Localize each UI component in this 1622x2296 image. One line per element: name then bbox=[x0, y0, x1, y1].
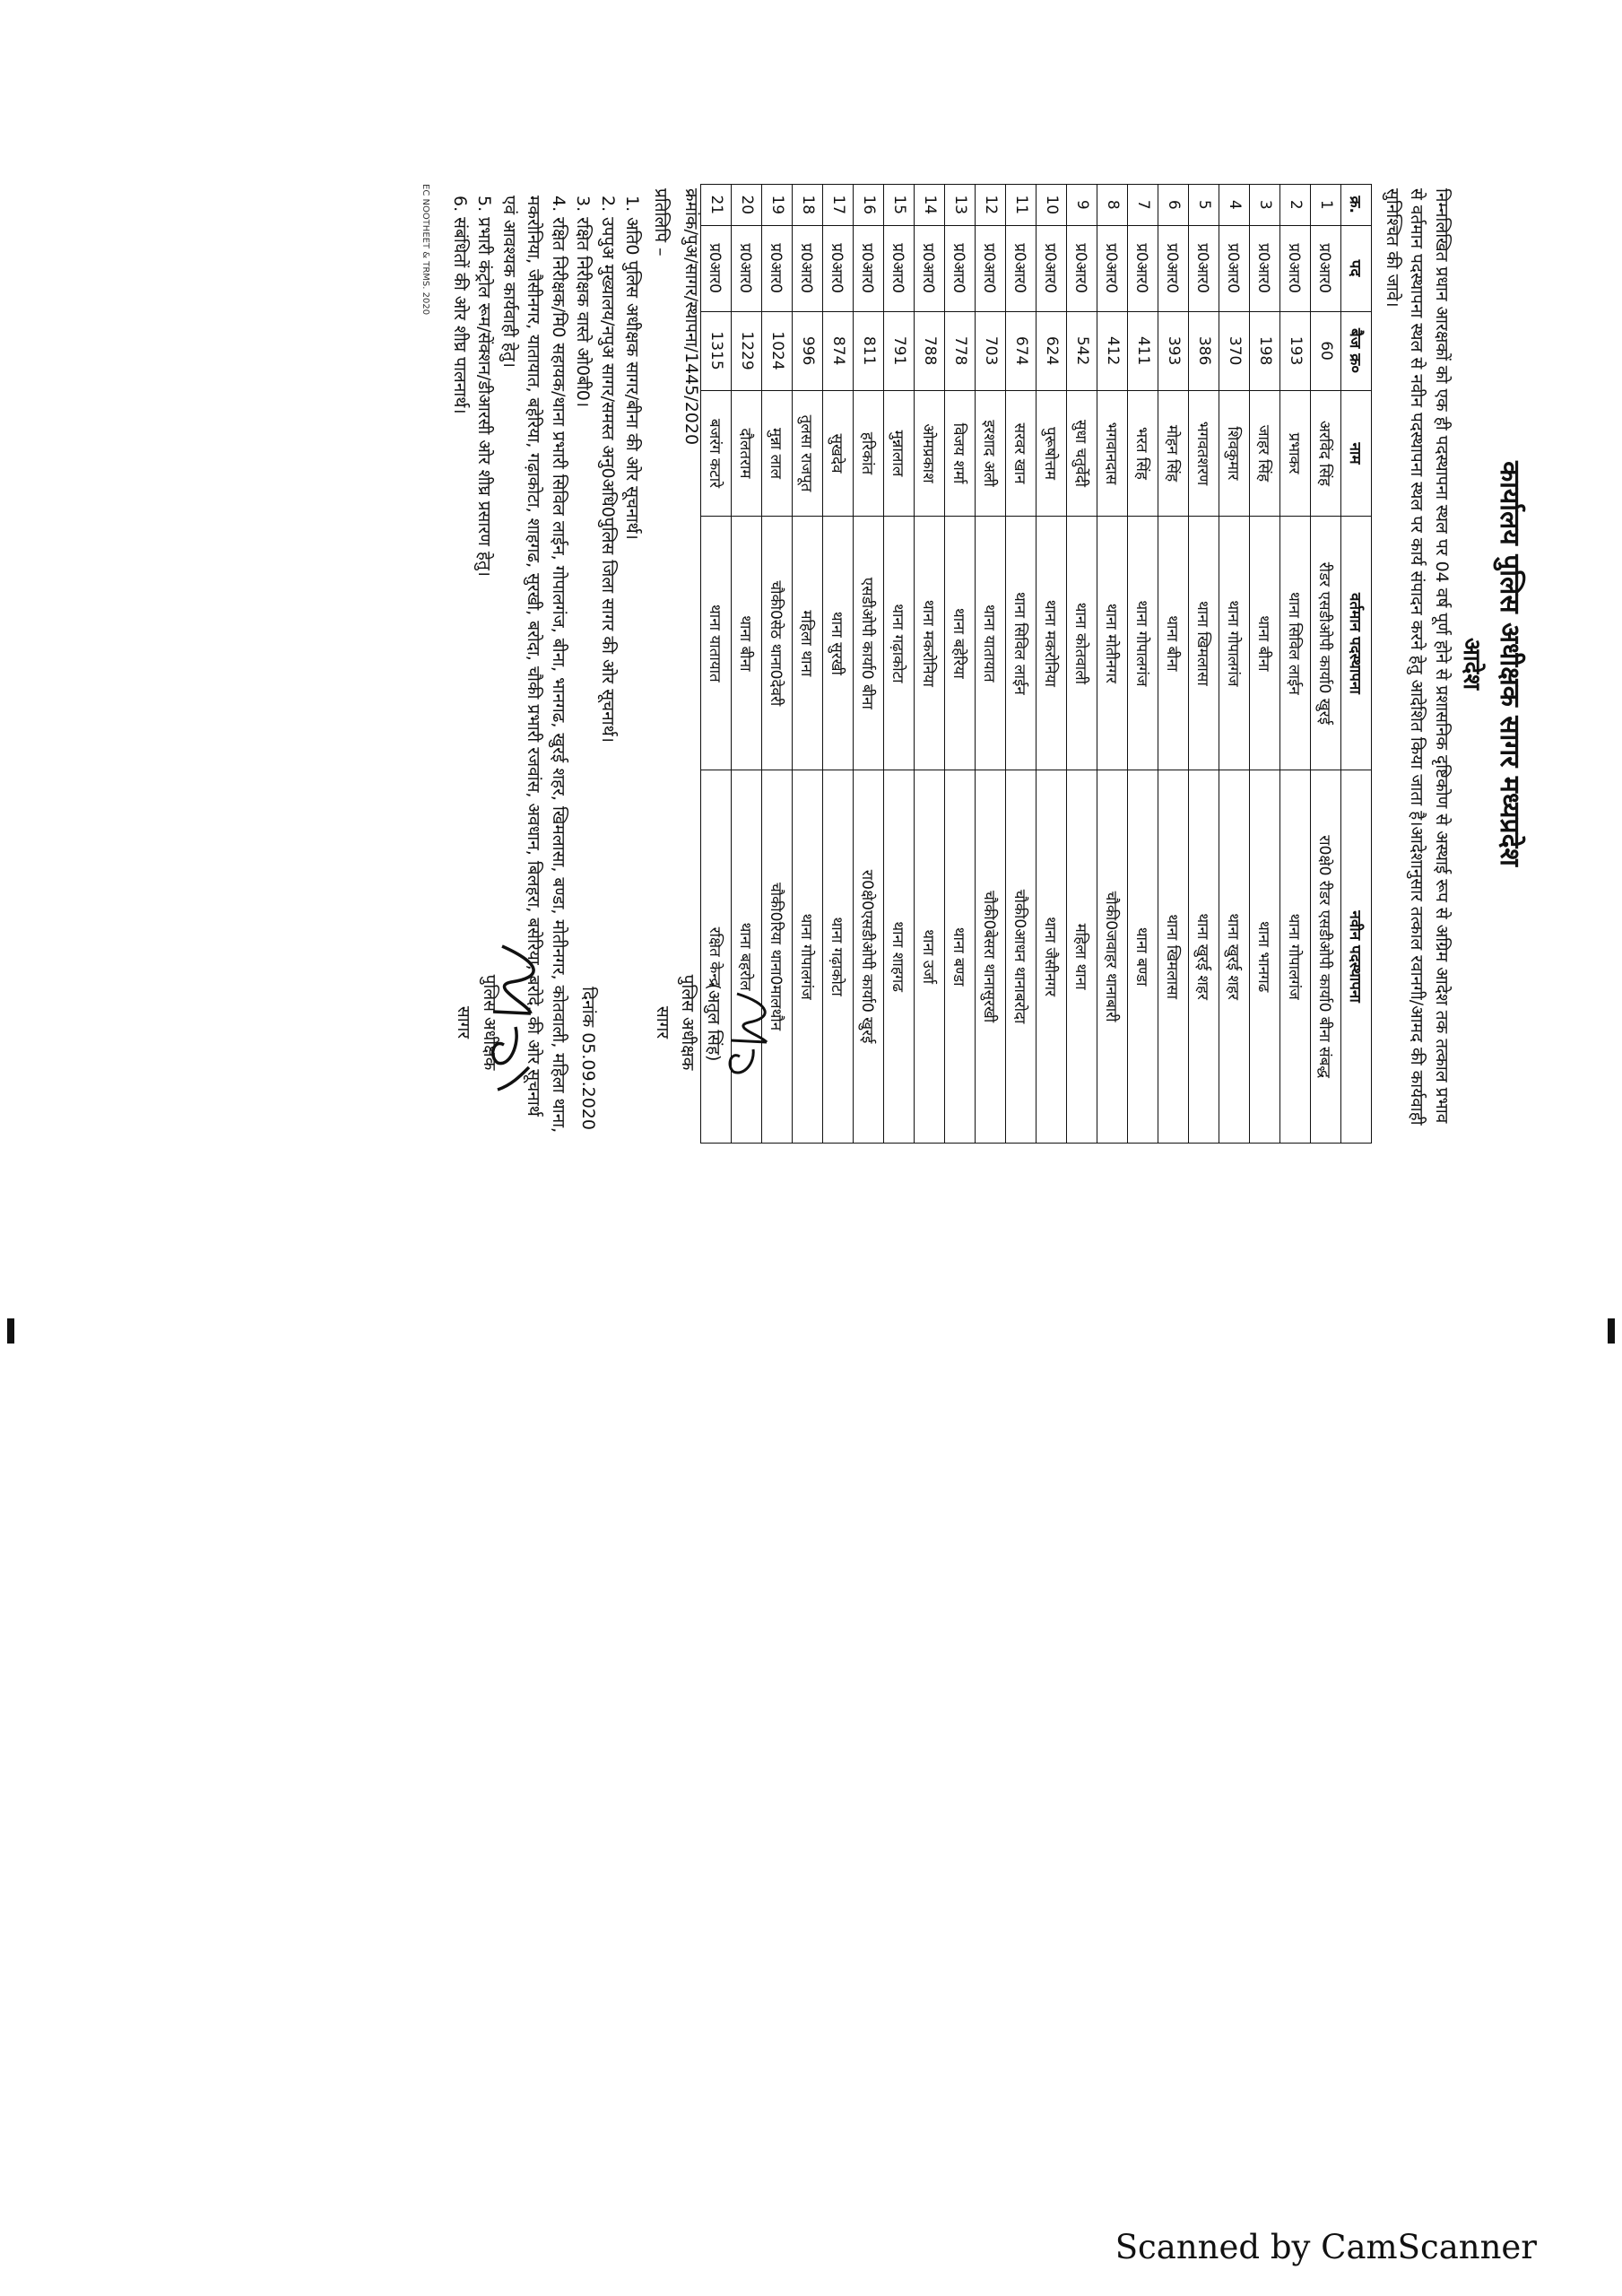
table-cell: दौलतराम bbox=[732, 390, 762, 517]
table-cell: मोहन सिंह bbox=[1158, 390, 1189, 517]
table-cell: 788 bbox=[915, 311, 945, 390]
table-cell: 811 bbox=[854, 311, 884, 390]
table-cell: थाना मकरोनिया bbox=[1037, 517, 1067, 770]
table-cell: थाना खुरई शहर bbox=[1219, 770, 1250, 1144]
table-cell: 542 bbox=[1067, 311, 1097, 390]
table-cell: पुरूषोत्तम bbox=[1037, 390, 1067, 517]
table-cell: प्र0आर0 bbox=[1037, 225, 1067, 311]
order-number: क्रमांक/पुअ/सागर/स्थापना/1445/2020 bbox=[681, 188, 701, 446]
table-cell: 1229 bbox=[732, 311, 762, 390]
table-cell: 6 bbox=[1158, 185, 1189, 226]
scanner-watermark: Scanned by CamScanner bbox=[1115, 2228, 1537, 2266]
table-cell: चौकी0रिया थाना0मालथौन bbox=[762, 770, 793, 1144]
table-cell: 2 bbox=[1280, 185, 1311, 226]
table-cell: 7 bbox=[1128, 185, 1158, 226]
table-cell: 674 bbox=[1006, 311, 1037, 390]
table-header-row bbox=[1341, 185, 1372, 1144]
table-cell: हरिकांत bbox=[854, 390, 884, 517]
table-cell: 5 bbox=[1189, 185, 1219, 226]
table-cell: 874 bbox=[823, 311, 854, 390]
table-row bbox=[1189, 185, 1219, 1144]
table-cell: प्र0आर0 bbox=[823, 225, 854, 311]
table-cell: 8 bbox=[1097, 185, 1128, 226]
copy-item: 6. संबंधितों की ओर शीघ्र पालनार्थ। bbox=[449, 196, 470, 414]
table-cell: 791 bbox=[884, 311, 915, 390]
table-cell: मुन्ना लाल bbox=[762, 390, 793, 517]
table-cell: थाना सुरखी bbox=[823, 517, 854, 770]
crop-mark-left bbox=[7, 1318, 14, 1344]
table-cell: 12 bbox=[976, 185, 1006, 226]
table-cell: 412 bbox=[1097, 311, 1128, 390]
table-cell: 624 bbox=[1037, 311, 1067, 390]
table-cell: चौकी0बेसरा थानासुरखी bbox=[976, 770, 1006, 1144]
table-cell: प्रभाकर bbox=[1280, 390, 1311, 517]
table-cell: 16 bbox=[854, 185, 884, 226]
table-cell: 15 bbox=[884, 185, 915, 226]
signatory-1-name: (अतुल सिंह) bbox=[704, 983, 724, 1062]
table-cell: थाना खिमलासा bbox=[1189, 517, 1219, 770]
table-row bbox=[1250, 185, 1280, 1144]
table-cell: भरत सिंह bbox=[1128, 390, 1158, 517]
table-cell: चौकी0आधन थानाबरोदा bbox=[1006, 770, 1037, 1144]
table-cell: 411 bbox=[1128, 311, 1158, 390]
table-cell: रीडर एसडीओपी कार्या0 खुरई bbox=[1311, 517, 1341, 770]
table-cell: थाना उर्जा bbox=[915, 770, 945, 1144]
table-cell: रक्षित केन्द्र bbox=[701, 770, 732, 1144]
footer-print: EC NOOTHEET & TRMS. 2020 bbox=[421, 184, 430, 316]
table-cell: प्र0आर0 bbox=[1158, 225, 1189, 311]
table-cell: थाना बीना bbox=[732, 517, 762, 770]
table-cell: थाना सिविल लाईन bbox=[1280, 517, 1311, 770]
copy-item: 4. रक्षित निरीक्षक/मि0 सहायक/थाना प्रभारी सिविल लाईन, गोपालगंज, बीना, भानगढ, खुरई शहर, खिमलासा, बण्डा, मोतीनगर, कोतवाली, महिला थाना, मकरोनिया, जैसीनगर, यातायात, बहेरिया, गढ़ाकोटा, शाहगढ, सुरखी, बरोदा, चौकी प्रभारी रजवांस, अवधान, बिलहरा, बसेरिया, बरोदे, की ओर सूचनार्थ एवं आवश्यक कार्यवाही हेतु। bbox=[499, 196, 568, 1134]
table-cell: 1 bbox=[1311, 185, 1341, 226]
table-cell: तुलसा राजपूत bbox=[793, 390, 823, 517]
table-row bbox=[1037, 185, 1067, 1144]
copy-item: 5. प्रभारी कंट्रोल रूम/सेंक्शन/डीआरसी ओर शीघ्र प्रसारण हेतु। bbox=[474, 196, 495, 577]
table-cell: शिवकुमार bbox=[1219, 390, 1250, 517]
table-cell: प्र0आर0 bbox=[1280, 225, 1311, 311]
table-cell: 60 bbox=[1311, 311, 1341, 390]
table-cell: प्र0आर0 bbox=[1097, 225, 1128, 311]
table-header-cell: वर्तमान पदस्थापना bbox=[1341, 517, 1372, 770]
table-header-cell: पद bbox=[1341, 225, 1372, 311]
table-cell: प्र0आर0 bbox=[793, 225, 823, 311]
intro-paragraph: निम्नलिखित प्रधान आरक्षकों को एक ही पदस्थापना स्थल पर 04 वर्ष पूर्ण होने से प्रशासनिक दृष्टिकोण से अस्थाई रूप से अग्रिम आदेश तक तत्काल प्रभाव से वर्तमान पदस्थापना स्थल से नवीन पदस्थापना स्थल पर कार्य संपादन करने हेतु आदेशित किया जाता है।आदेशानुसार तत्काल रवानगी/आमद की कार्यवाही सुनिश्चित की जावे। bbox=[1382, 188, 1452, 1126]
table-cell: बजरंग कटारे bbox=[701, 390, 732, 517]
signature-block-2 bbox=[451, 915, 502, 1130]
table-cell: 4 bbox=[1219, 185, 1250, 226]
table-cell: प्र0आर0 bbox=[1189, 225, 1219, 311]
table-cell: थाना गोपालगंज bbox=[1219, 517, 1250, 770]
table-row bbox=[1067, 185, 1097, 1144]
copy-item: 1. अति0 पुलिस अधीक्षक सागर/बीना की ओर सूचनार्थ। bbox=[622, 196, 643, 540]
table-cell: 10 bbox=[1037, 185, 1067, 226]
table-cell: थाना बहरोल bbox=[732, 770, 762, 1144]
copies-title: प्रतिलिपि – bbox=[651, 188, 671, 257]
table-cell: थाना गोपालगंज bbox=[793, 770, 823, 1144]
order-title: आदेश bbox=[1458, 637, 1485, 691]
table-cell: महिला थाना bbox=[793, 517, 823, 770]
table-cell: थाना खिमलासा bbox=[1158, 770, 1189, 1144]
signatory-1-designation: पुलिस अधीक्षक bbox=[678, 974, 698, 1071]
table-cell: 21 bbox=[701, 185, 732, 226]
table-cell: थाना खुरई शहर bbox=[1189, 770, 1219, 1144]
table-cell: प्र0आर0 bbox=[884, 225, 915, 311]
table-row bbox=[1280, 185, 1311, 1144]
table-cell: ओमप्रकाश bbox=[915, 390, 945, 517]
table-cell: थाना मकरोनिया bbox=[915, 517, 945, 770]
table-cell: चौकी0जवाहर थानाबारी bbox=[1097, 770, 1128, 1144]
table-cell: थाना शाहगढ bbox=[884, 770, 915, 1144]
table-cell: थाना भानगढ bbox=[1250, 770, 1280, 1144]
table-cell: महिला थाना bbox=[1067, 770, 1097, 1144]
table-cell: थाना गोपालगंज bbox=[1280, 770, 1311, 1144]
table-cell: प्र0आर0 bbox=[701, 225, 732, 311]
table-cell: मुन्नालाल bbox=[884, 390, 915, 517]
table-cell: एसडीओपी कार्या0 बीना bbox=[854, 517, 884, 770]
signatory-2-designation: पुलिस अधीक्षक bbox=[480, 974, 499, 1071]
table-row bbox=[854, 185, 884, 1144]
table-cell: थाना यातायात bbox=[976, 517, 1006, 770]
signature-1-icon bbox=[722, 987, 780, 1085]
table-cell: थाना बीना bbox=[1158, 517, 1189, 770]
table-cell: प्र0आर0 bbox=[1006, 225, 1037, 311]
table-header-cell: बैज क्र० bbox=[1341, 311, 1372, 390]
table-cell: थाना बहेरिया bbox=[945, 517, 976, 770]
table-cell: भगवतशरण bbox=[1189, 390, 1219, 517]
table-row bbox=[1128, 185, 1158, 1144]
table-cell: थाना मोतीनगर bbox=[1097, 517, 1128, 770]
table-row bbox=[945, 185, 976, 1144]
crop-mark-right bbox=[1608, 1318, 1615, 1344]
table-cell: 778 bbox=[945, 311, 976, 390]
table-cell: 18 bbox=[793, 185, 823, 226]
table-cell: 3 bbox=[1250, 185, 1280, 226]
table-cell: 193 bbox=[1280, 311, 1311, 390]
table-cell: भगवानदास bbox=[1097, 390, 1128, 517]
table-row bbox=[1311, 185, 1341, 1144]
table-cell: प्र0आर0 bbox=[976, 225, 1006, 311]
table-cell: विजय शर्मा bbox=[945, 390, 976, 517]
table-cell: रा0क्षे0 रीडर एसडीओपी कार्या0 बीना संबद्ध bbox=[1311, 770, 1341, 1144]
table-cell: प्र0आर0 bbox=[1311, 225, 1341, 311]
table-cell: सुखदेव bbox=[823, 390, 854, 517]
table-header-cell: नाम bbox=[1341, 390, 1372, 517]
table-row bbox=[793, 185, 823, 1144]
table-body bbox=[701, 185, 1341, 1144]
table-cell: 386 bbox=[1189, 311, 1219, 390]
table-cell: थाना कोतवाली bbox=[1067, 517, 1097, 770]
table-cell: प्र0आर0 bbox=[1219, 225, 1250, 311]
table-cell: प्र0आर0 bbox=[732, 225, 762, 311]
table-cell: 703 bbox=[976, 311, 1006, 390]
table-cell: 14 bbox=[915, 185, 945, 226]
table-cell: जाहर सिंह bbox=[1250, 390, 1280, 517]
table-row bbox=[915, 185, 945, 1144]
table-row bbox=[976, 185, 1006, 1144]
signatory-2-place: सागर bbox=[454, 1005, 474, 1039]
table-cell: 198 bbox=[1250, 311, 1280, 390]
table-cell: थाना बण्डा bbox=[1128, 770, 1158, 1144]
table-cell: 19 bbox=[762, 185, 793, 226]
table-cell: प्र0आर0 bbox=[762, 225, 793, 311]
table-header-cell: नवीन पदस्थापना bbox=[1341, 770, 1372, 1144]
order-date: दिनांक 05.09.2020 bbox=[578, 987, 598, 1130]
table-cell: 1024 bbox=[762, 311, 793, 390]
transfer-table bbox=[700, 184, 1372, 1144]
table-cell: प्र0आर0 bbox=[1128, 225, 1158, 311]
table-cell: थाना जैसीनगर bbox=[1037, 770, 1067, 1144]
table-cell: थाना गढ़ाकोटा bbox=[884, 517, 915, 770]
table-cell: चौकी0सेठ थाना0देवरी bbox=[762, 517, 793, 770]
table-row bbox=[823, 185, 854, 1144]
table-cell: थाना गढ़ाकोटा bbox=[823, 770, 854, 1144]
table-cell: थाना सिविल लाईन bbox=[1006, 517, 1037, 770]
table-row bbox=[1219, 185, 1250, 1144]
rotated-document bbox=[386, 179, 1533, 1148]
table-cell: 9 bbox=[1067, 185, 1097, 226]
table-row bbox=[884, 185, 915, 1144]
table-cell: 370 bbox=[1219, 311, 1250, 390]
table-cell: 20 bbox=[732, 185, 762, 226]
table-row bbox=[1097, 185, 1128, 1144]
table-cell: 1315 bbox=[701, 311, 732, 390]
table-row bbox=[1006, 185, 1037, 1144]
table-cell: रा0क्षे0एसडीओपी कार्या0 खुरई bbox=[854, 770, 884, 1144]
table-row bbox=[1158, 185, 1189, 1144]
table-cell: सुधा चतुर्वेदी bbox=[1067, 390, 1097, 517]
table-cell: 11 bbox=[1006, 185, 1037, 226]
table-cell: 996 bbox=[793, 311, 823, 390]
table-cell: थाना बीना bbox=[1250, 517, 1280, 770]
table-cell: प्र0आर0 bbox=[854, 225, 884, 311]
table-cell: 13 bbox=[945, 185, 976, 226]
table-cell: थाना बण्डा bbox=[945, 770, 976, 1144]
table-cell: 393 bbox=[1158, 311, 1189, 390]
table-cell: थाना यातायात bbox=[701, 517, 732, 770]
signature-2-icon bbox=[484, 942, 547, 1094]
office-header: कार्यालय पुलिस अधीक्षक सागर मध्यप्रदेश bbox=[1494, 461, 1525, 866]
table-cell: इरशाद अली bbox=[976, 390, 1006, 517]
table-cell: प्र0आर0 bbox=[1067, 225, 1097, 311]
table-cell: प्र0आर0 bbox=[1250, 225, 1280, 311]
copy-item: 3. रक्षित निरीक्षक वास्ते ओ0बी0। bbox=[573, 196, 594, 408]
table-cell: अरविंद सिंह bbox=[1311, 390, 1341, 517]
signatory-1-place: सागर bbox=[653, 1005, 672, 1039]
table-header-cell: क्र. bbox=[1341, 185, 1372, 226]
table-cell: थाना गोपालगंज bbox=[1128, 517, 1158, 770]
table-cell: प्र0आर0 bbox=[915, 225, 945, 311]
table-cell: प्र0आर0 bbox=[945, 225, 976, 311]
copy-item: 2. उपपुअ मुख्यालय/नपुअ सागर/समस्त अनु0अधि0पुलिस जिला सागर की ओर सूचनार्थ। bbox=[597, 196, 618, 743]
table-cell: 17 bbox=[823, 185, 854, 226]
table-cell: सरवर खान bbox=[1006, 390, 1037, 517]
